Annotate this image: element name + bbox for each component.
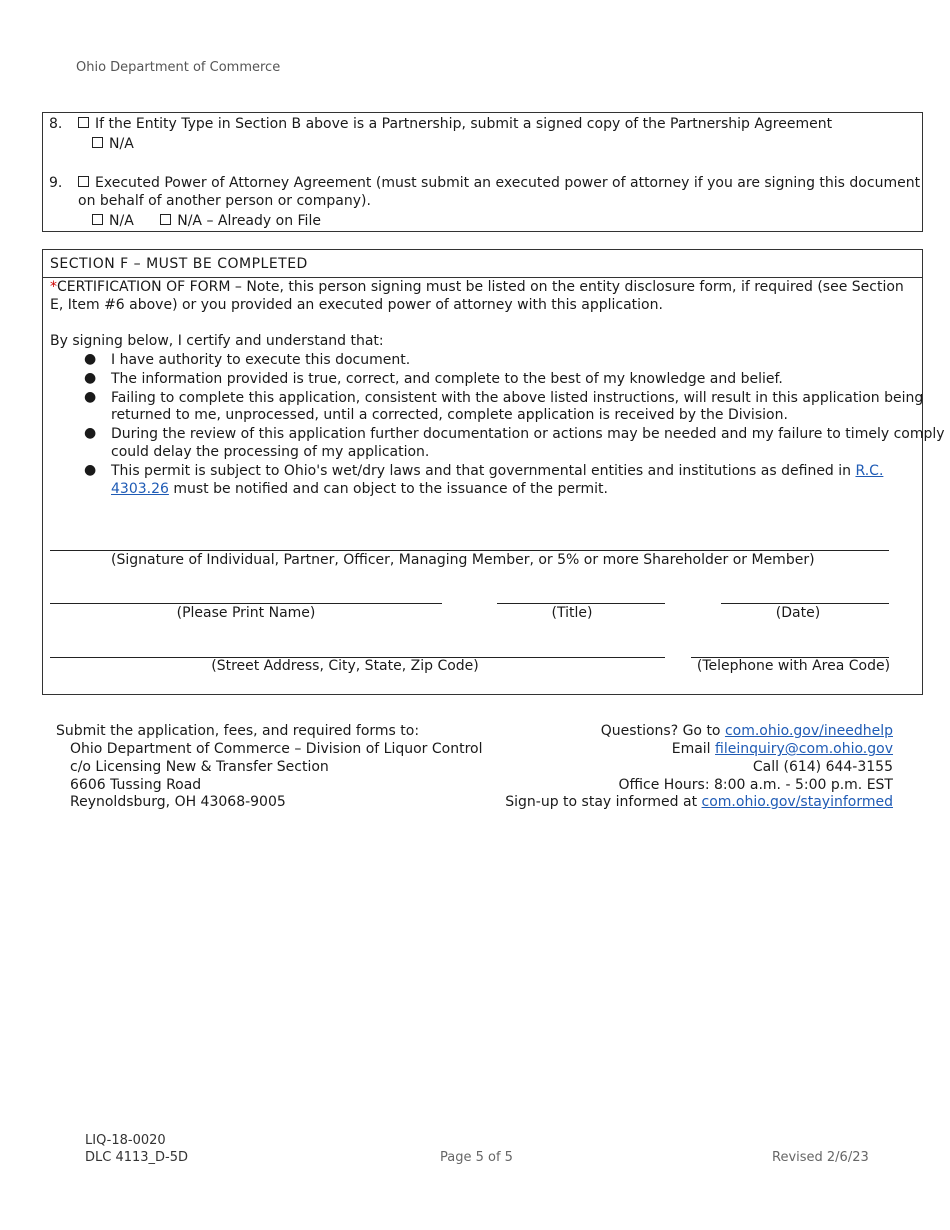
revised-date: Revised 2/6/23: [772, 1150, 869, 1165]
bullet-3-line2: returned to me, unprocessed, until a corrected, complete application is received by the Division.: [111, 407, 788, 423]
bullet-1: I have authority to execute this document.: [111, 352, 411, 368]
bullet-dot-2: ●: [84, 370, 97, 386]
bullet-5-line1: This permit is subject to Ohio's wet/dry laws and that governmental entities and institutions as defined in R.C.: [111, 463, 884, 479]
phone-caption: (Telephone with Area Code): [696, 658, 891, 674]
form-code: DLC 4113_D-5D: [85, 1150, 189, 1165]
rc-link-part1[interactable]: R.C.: [855, 463, 884, 479]
item8-checkbox[interactable]: [78, 117, 89, 128]
bullet-4-line2: could delay the processing of my application.: [111, 444, 430, 460]
bullet-5-line2: 4303.26 must be notified and can object to the issuance of the permit.: [111, 481, 608, 497]
bullet-4-line1: During the review of this application further documentation or actions may be needed and my failure to timely comply: [111, 426, 945, 442]
submit-address-2: c/o Licensing New & Transfer Section: [70, 759, 329, 775]
print-name-line[interactable]: [50, 603, 442, 604]
certification-line2: E, Item #6 above) or you provided an executed power of attorney with this application.: [50, 297, 663, 313]
item9-na-file-label: N/A – Already on File: [177, 213, 321, 229]
submit-address-1: Ohio Department of Commerce – Division of Liquor Control: [70, 741, 483, 757]
bullet-dot-5: ●: [84, 462, 97, 478]
agency-header: Ohio Department of Commerce: [76, 60, 281, 75]
form-id: LIQ-18-0020: [85, 1133, 166, 1148]
submit-address-4: Reynoldsburg, OH 43068-9005: [70, 794, 286, 810]
bullet-dot-1: ●: [84, 351, 97, 367]
submit-address-3: 6606 Tussing Road: [70, 777, 202, 793]
section-f-title: SECTION F – MUST BE COMPLETED: [50, 256, 308, 272]
title-caption: (Title): [551, 605, 593, 621]
certification-line1: *CERTIFICATION OF FORM – Note, this person signing must be listed on the entity disclosure form, if required (see Section: [50, 279, 904, 295]
contact-hours: Office Hours: 8:00 a.m. - 5:00 p.m. EST: [618, 777, 893, 793]
page-number: Page 5 of 5: [440, 1150, 513, 1165]
item9-na-row: [92, 212, 321, 230]
date-line[interactable]: [721, 603, 889, 604]
bullet-3-line1: Failing to complete this application, consistent with the above listed instructions, will result in this application being: [111, 390, 924, 406]
item9-number: 9.: [49, 175, 63, 191]
item9-text-line1: Executed Power of Attorney Agreement (must submit an executed power of attorney if you are signing this document: [95, 175, 921, 191]
item8-text: If the Entity Type in Section B above is a Partnership, submit a signed copy of the Partnership Agreement: [95, 116, 833, 132]
contact-call: Call (614) 644-3155: [752, 759, 893, 775]
title-line[interactable]: [497, 603, 665, 604]
required-asterisk: *: [50, 279, 57, 295]
item8-na-checkbox[interactable]: [92, 137, 103, 148]
contact-questions: Questions? Go to com.ohio.gov/ineedhelp: [600, 723, 893, 739]
stayinformed-link[interactable]: com.ohio.gov/stayinformed: [701, 794, 893, 810]
certify-intro: By signing below, I certify and understand that:: [50, 333, 384, 349]
date-caption: (Date): [775, 605, 821, 621]
item8-na-label: N/A: [109, 136, 134, 152]
contact-email: Email fileinquiry@com.ohio.gov: [671, 741, 893, 757]
item9-na-checkbox[interactable]: [92, 214, 103, 225]
item8-row: [78, 115, 832, 133]
submit-lead: Submit the application, fees, and required forms to:: [56, 723, 420, 739]
email-link[interactable]: fileinquiry@com.ohio.gov: [715, 741, 893, 757]
address-caption: (Street Address, City, State, Zip Code): [211, 658, 479, 674]
item9-checkbox[interactable]: [78, 176, 89, 187]
ineedhelp-link[interactable]: com.ohio.gov/ineedhelp: [724, 723, 893, 739]
item8-na-row: [92, 135, 134, 153]
print-name-caption: (Please Print Name): [176, 605, 316, 621]
item9-na-label: N/A: [109, 213, 134, 229]
rc-link-part2[interactable]: 4303.26: [111, 481, 169, 497]
bullet-dot-3: ●: [84, 389, 97, 405]
item9-text-line2: on behalf of another person or company).: [78, 193, 371, 209]
bullet-2: The information provided is true, correct, and complete to the best of my knowledge and belief.: [111, 371, 783, 387]
signature-caption: (Signature of Individual, Partner, Officer, Managing Member, or 5% or more Shareholder or Member): [111, 552, 815, 568]
item8-number: 8.: [49, 116, 63, 132]
bullet-dot-4: ●: [84, 425, 97, 441]
contact-signup: Sign-up to stay informed at com.ohio.gov/stayinformed: [505, 794, 893, 810]
item9-row: [78, 174, 920, 192]
item9-na-file-checkbox[interactable]: [160, 214, 171, 225]
